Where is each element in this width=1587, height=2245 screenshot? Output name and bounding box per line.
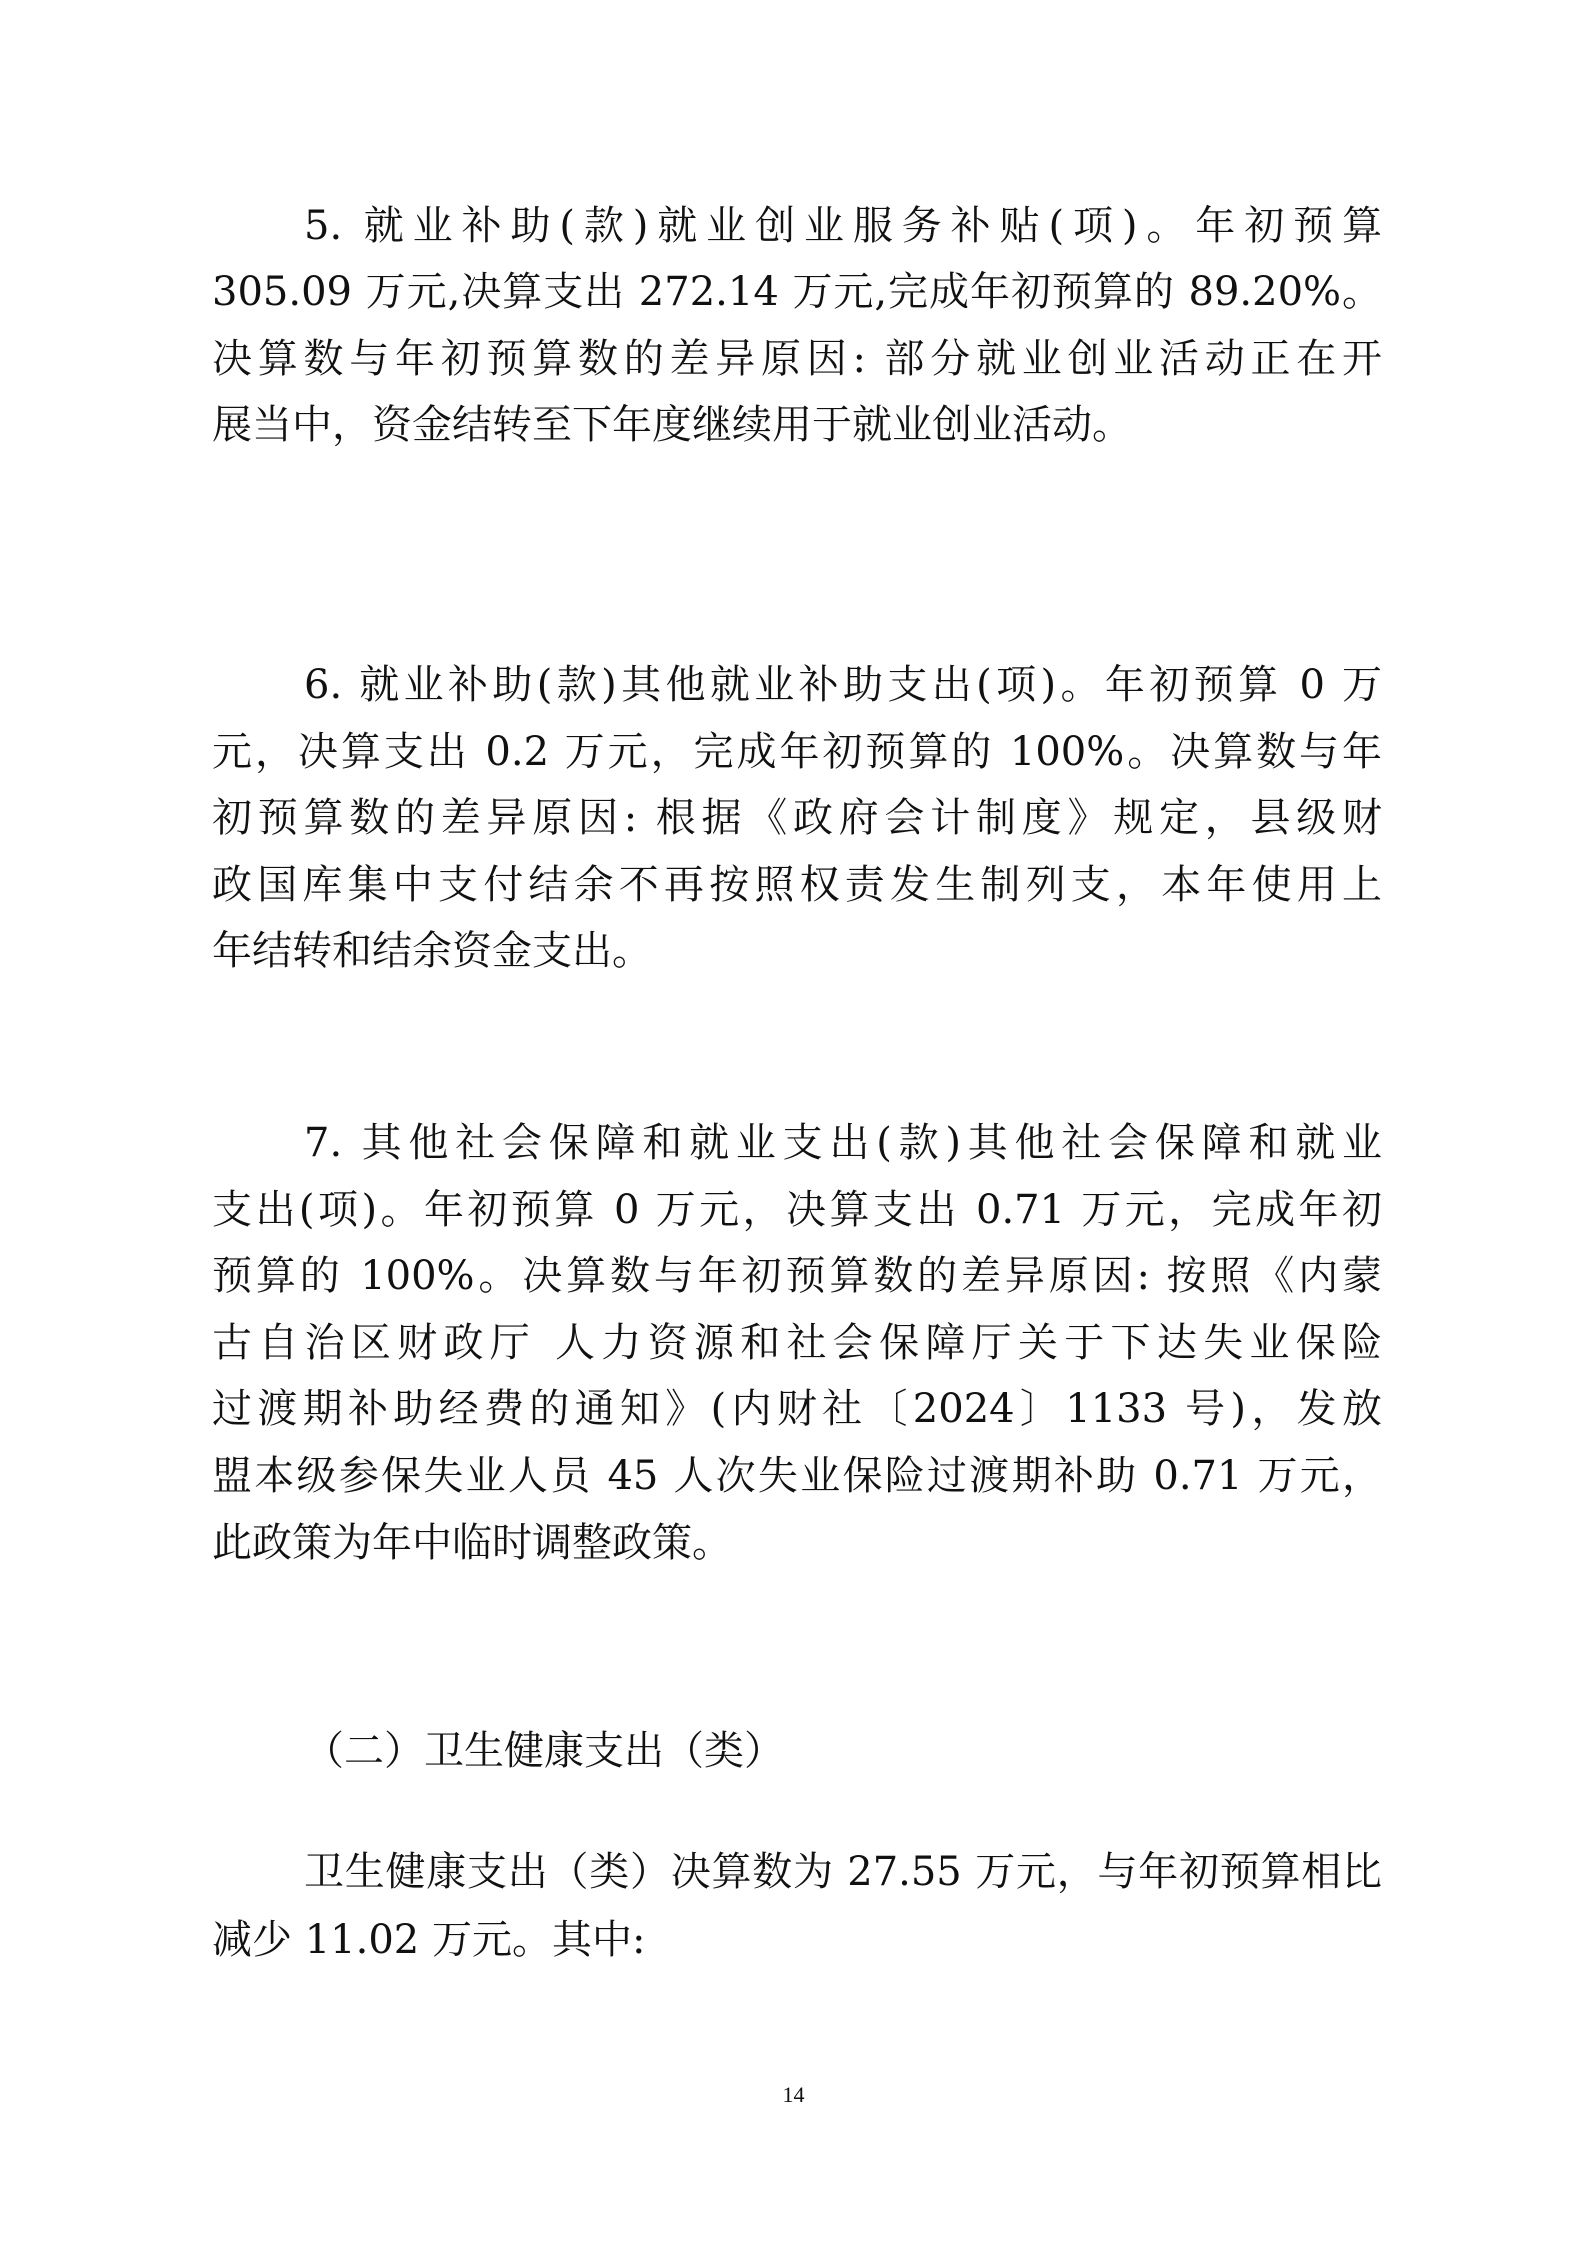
text-line: 盟本级参保失业人员 45 人次失业保险过渡期补助 0.71 万元，: [212, 1453, 1382, 1499]
text-line: 6. 就业补助(款)其他就业补助支出(项)。年初预算 0 万: [304, 662, 1382, 708]
text-line: 预算的 100%。决算数与年初预算数的差异原因: 按照《内蒙: [212, 1253, 1382, 1299]
text-line: 5. 就业补助(款)就业创业服务补贴(项)。年初预算: [304, 203, 1382, 249]
text-line: 决算数与年初预算数的差异原因: 部分就业创业活动正在开: [212, 336, 1382, 382]
page-number: 14: [782, 2082, 805, 2107]
text-line: 7. 其他社会保障和就业支出(款)其他社会保障和就业: [304, 1120, 1382, 1166]
text-line: 卫生健康支出（类）决算数为 27.55 万元，与年初预算相比: [304, 1849, 1382, 1895]
text-line: 此政策为年中临时调整政策。: [212, 1520, 732, 1566]
text-line: 元，决算支出 0.2 万元，完成年初预算的 100%。决算数与年: [212, 729, 1382, 775]
text-line: 古自治区财政厅 人力资源和社会保障厅关于下达失业保险: [212, 1320, 1382, 1366]
text-line: 减少 11.02 万元。其中:: [212, 1917, 646, 1963]
text-line: 305.09 万元,决算支出 272.14 万元,完成年初预算的 89.20%。: [212, 269, 1382, 315]
text-line: 过渡期补助经费的通知》(内财社〔2024〕1133 号)，发放: [212, 1386, 1382, 1432]
text-line: 展当中，资金结转至下年度继续用于就业创业活动。: [212, 402, 1132, 448]
text-line: 年结转和结余资金支出。: [212, 928, 652, 974]
text-line: 政国库集中支付结余不再按照权责发生制列支，本年使用上: [212, 862, 1382, 908]
text-line: 初预算数的差异原因: 根据《政府会计制度》规定，县级财: [212, 795, 1382, 841]
section-heading: （二）卫生健康支出（类）: [304, 1728, 784, 1774]
text-line: 支出(项)。年初预算 0 万元，决算支出 0.71 万元，完成年初: [212, 1187, 1382, 1233]
